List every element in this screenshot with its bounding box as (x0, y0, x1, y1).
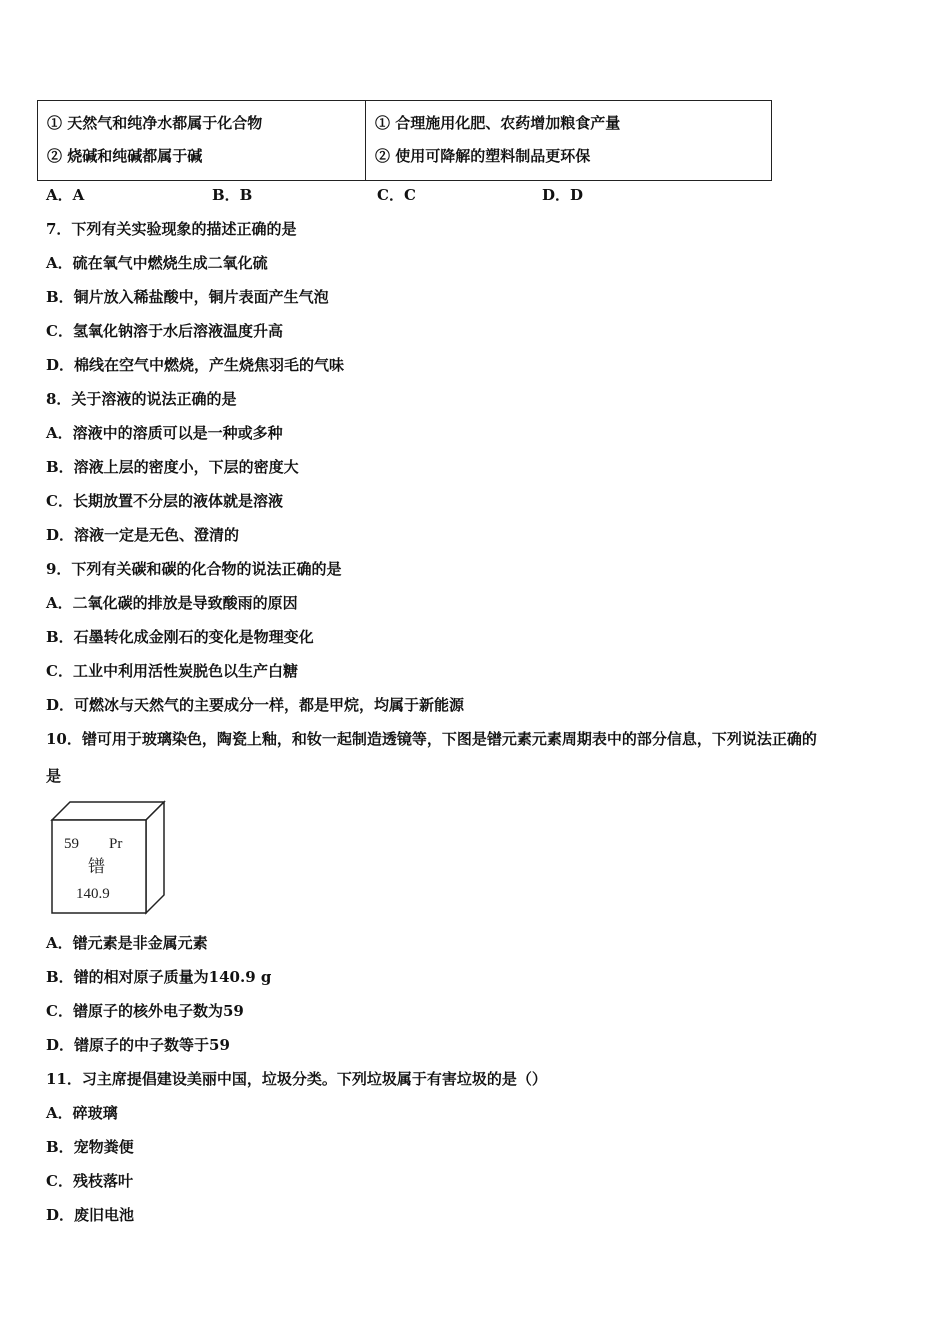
q10-stem-line-2: 是 (46, 767, 62, 785)
q6-option-b[interactable]: B．B (212, 186, 253, 204)
comparison-table (37, 100, 772, 181)
q8-option-a[interactable]: A．溶液中的溶质可以是一种或多种 (46, 424, 283, 442)
q6-option-a[interactable]: A．A (46, 186, 85, 204)
q10-option-d[interactable]: D．镨原子的中子数等于59 (46, 1036, 230, 1054)
table-cell-right (366, 101, 772, 181)
q11-option-d[interactable]: D．废旧电池 (46, 1206, 135, 1224)
q10-option-b[interactable]: B．镨的相对原子质量为140.9 g (46, 968, 272, 986)
q11-option-c[interactable]: C．残枝落叶 (46, 1172, 133, 1190)
table-left-line-2: ② 烧碱和纯碱都属于碱 (47, 147, 203, 165)
q7-stem: 7．下列有关实验现象的描述正确的是 (46, 220, 297, 238)
q7-option-c[interactable]: C．氢氧化钠溶于水后溶液温度升高 (46, 322, 283, 340)
q8-stem: 8．关于溶液的说法正确的是 (46, 390, 237, 408)
q10-option-c[interactable]: C．镨原子的核外电子数为59 (46, 1002, 244, 1020)
element-symbol: Pr (109, 836, 123, 852)
q10-stem-line-1: 10．镨可用于玻璃染色，陶瓷上釉，和钕一起制造透镜等，下图是镨元素元素周期表中的部分信息，下列说法正确的 (46, 730, 817, 748)
q9-option-d[interactable]: D．可燃冰与天然气的主要成分一样，都是甲烷，均属于新能源 (46, 696, 465, 714)
q8-option-c[interactable]: C．长期放置不分层的液体就是溶液 (46, 492, 283, 510)
element-card-praseodymium (50, 800, 166, 915)
q7-option-b[interactable]: B．铜片放入稀盐酸中，铜片表面产生气泡 (46, 288, 329, 306)
q9-option-b[interactable]: B．石墨转化成金刚石的变化是物理变化 (46, 628, 314, 646)
element-atomic-number: 59 (64, 836, 79, 852)
q9-option-a[interactable]: A．二氧化碳的排放是导致酸雨的原因 (46, 594, 298, 612)
q8-option-b[interactable]: B．溶液上层的密度小，下层的密度大 (46, 458, 299, 476)
table-left-line-1: ① 天然气和纯净水都属于化合物 (47, 114, 263, 132)
q8-option-d[interactable]: D．溶液一定是无色、澄清的 (46, 526, 240, 544)
q11-option-b[interactable]: B．宠物粪便 (46, 1138, 134, 1156)
table-right-line-2: ② 使用可降解的塑料制品更环保 (375, 147, 591, 165)
table-cell-left (38, 101, 366, 181)
q6-option-c[interactable]: C．C (377, 186, 416, 204)
q6-option-d[interactable]: D．D (542, 186, 584, 204)
element-name: 镨 (88, 857, 105, 877)
q7-option-a[interactable]: A．硫在氧气中燃烧生成二氧化硫 (46, 254, 268, 272)
table-right-line-1: ① 合理施用化肥、农药增加粮食产量 (375, 114, 621, 132)
q11-option-a[interactable]: A．碎玻璃 (46, 1104, 118, 1122)
q11-stem: 11．习主席提倡建设美丽中国，垃圾分类。下列垃圾属于有害垃圾的是（） (46, 1070, 547, 1088)
q9-option-c[interactable]: C．工业中利用活性炭脱色以生产白糖 (46, 662, 298, 680)
q9-stem: 9．下列有关碳和碳的化合物的说法正确的是 (46, 560, 342, 578)
element-atomic-mass: 140.9 (76, 886, 110, 902)
q7-option-d[interactable]: D．棉线在空气中燃烧，产生烧焦羽毛的气味 (46, 356, 345, 374)
q10-option-a[interactable]: A．镨元素是非金属元素 (46, 934, 208, 952)
